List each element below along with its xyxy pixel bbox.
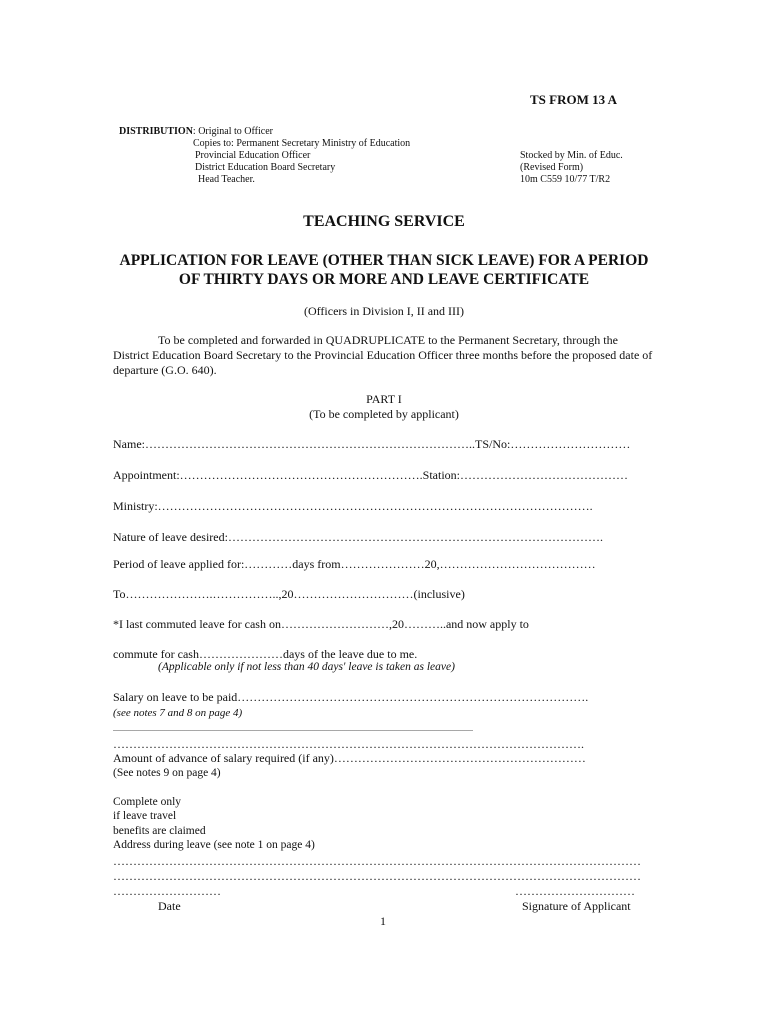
salary-on-leave-field[interactable]: Salary on leave to be paid……………………………………………………………………………. bbox=[113, 690, 589, 704]
distribution-original: : Original to Officer bbox=[192, 126, 273, 137]
part-subtitle: (To be completed by applicant) bbox=[309, 407, 459, 421]
address-line-2[interactable]: …………………………………………………………………………………………………………………… bbox=[113, 869, 641, 883]
distribution-line bbox=[119, 126, 273, 138]
complete-only-line-1: Complete only bbox=[113, 796, 182, 808]
stock-line-2: (Revised Form) bbox=[520, 162, 584, 173]
date-line[interactable]: ……………………… bbox=[113, 884, 221, 898]
complete-only-line-3: benefits are claimed bbox=[113, 825, 206, 837]
signature-line[interactable]: ………………………… bbox=[515, 884, 635, 898]
commute-cash-field[interactable]: commute for cash…………………days of the leave due to me. bbox=[113, 647, 418, 661]
form-title-line-2: OF THIRTY DAYS OR MORE AND LEAVE CERTIFICATE bbox=[178, 271, 590, 288]
copies-head-teacher: Head Teacher. bbox=[198, 174, 255, 185]
page-number: 1 bbox=[380, 914, 386, 928]
commuted-leave-field[interactable]: *I last commuted leave for cash on………………………,20………..and now apply to bbox=[113, 617, 529, 631]
applicable-note: (Applicable only if not less than 40 days' leave is taken as leave) bbox=[158, 661, 455, 673]
distribution-label: DISTRIBUTION bbox=[119, 126, 193, 137]
form-title bbox=[0, 251, 768, 289]
salary-extra-line[interactable]: .................................................................................................................................................................................... bbox=[113, 724, 473, 733]
address-line-1[interactable]: …………………………………………………………………………………………………………………… bbox=[113, 854, 641, 868]
salary-note: (see notes 7 and 8 on page 4) bbox=[113, 707, 243, 719]
copies-to-line: Copies to: Permanent Secretary Ministry of Education bbox=[193, 138, 411, 149]
appointment-field[interactable]: Appointment:…………………………………………………….Station:…………………………………… bbox=[113, 468, 628, 482]
officers-note: (Officers in Division I, II and III) bbox=[303, 304, 465, 318]
copies-provincial: Provincial Education Officer bbox=[195, 150, 311, 161]
form-number: TS FROM 13 A bbox=[530, 92, 618, 107]
advance-note: (See notes 9 on page 4) bbox=[113, 767, 221, 779]
salary-advance-field[interactable]: Amount of advance of salary required (if any)……………………………………………………… bbox=[113, 751, 586, 765]
address-label: Address during leave (see note 1 on page 4) bbox=[113, 839, 315, 851]
date-label: Date bbox=[158, 899, 181, 913]
leave-period-field[interactable]: Period of leave applied for:…………days from…………………20,………………………………… bbox=[113, 557, 596, 571]
name-field[interactable]: Name:………………………………………………………………………..TS/No:………………………… bbox=[113, 437, 631, 451]
nature-of-leave-field[interactable]: Nature of leave desired:…………………………………………………………………………………. bbox=[113, 530, 603, 544]
part-label: PART I bbox=[366, 392, 402, 406]
stock-line-3: 10m C559 10/77 T/R2 bbox=[520, 174, 611, 185]
form-title-line-1: APPLICATION FOR LEAVE (OTHER THAN SICK LEAVE) FOR A PERIOD bbox=[119, 252, 649, 269]
stock-line-1: Stocked by Min. of Educ. bbox=[520, 150, 623, 161]
salary-extra-line-2[interactable]: ………………………………………………………………………………………………………. bbox=[113, 737, 584, 751]
signature-label: Signature of Applicant bbox=[522, 899, 631, 913]
copies-district: District Education Board Secretary bbox=[195, 162, 336, 173]
ministry-field[interactable]: Ministry:………………………………………………………………………………………………. bbox=[113, 499, 593, 513]
instructions-paragraph bbox=[113, 333, 653, 378]
section-heading: TEACHING SERVICE bbox=[303, 213, 465, 230]
complete-only-line-2: if leave travel bbox=[113, 810, 177, 822]
leave-end-date-field[interactable]: To………………….……………..,20…………………………(inclusive) bbox=[113, 587, 465, 601]
instructions-text: To be completed and forwarded in QUADRUPLICATE to the Permanent Secretary, through the District Education Board Secretary to the Provincial Education Officer three months before the proposed date of departure (G.O. 640). bbox=[113, 333, 653, 377]
